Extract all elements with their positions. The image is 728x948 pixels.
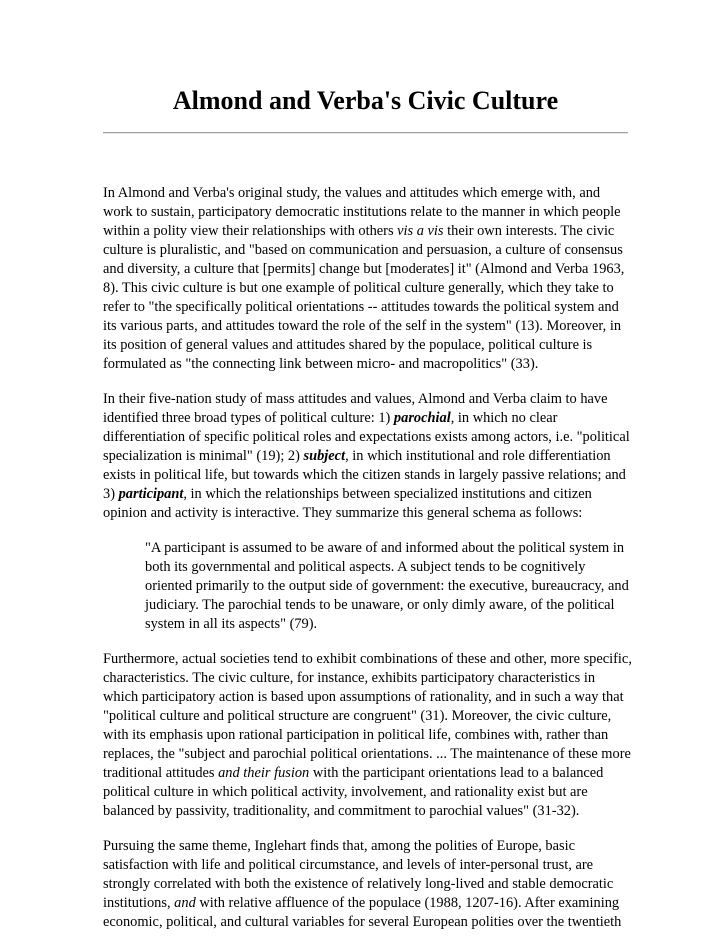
text-line: economic, political, and cultural variables for several European polities over the twentieth bbox=[103, 914, 622, 930]
text-line: its various parts, and attitudes toward the role of the self in the system" (13). Moreover, in bbox=[103, 318, 622, 334]
text-line: satisfaction with life and political circumstance, and levels of inter-personal trust, are bbox=[103, 857, 594, 873]
text-line: and diversity, a culture that [permits] change but [moderates] it" (Almond and Verba 1963, bbox=[103, 261, 625, 277]
quote-line: both its governmental and political aspects. A subject tends to be cognitively bbox=[145, 559, 586, 575]
paragraph-4 bbox=[103, 837, 633, 932]
text-line: institutions, and with relative affluence of the populace (1988, 1207-16). After examining bbox=[103, 895, 620, 911]
title-divider bbox=[103, 132, 628, 134]
italic-phrase: vis a vis bbox=[397, 223, 444, 239]
text-line: strongly correlated with both the existence of relatively long-lived and stable democratic bbox=[103, 876, 614, 892]
italic-phrase: and their fusion bbox=[218, 765, 310, 781]
quote-line: "A participant is assumed to be aware of and informed about the political system in bbox=[145, 540, 625, 556]
text-line: characteristics. The civic culture, for instance, exhibits participatory characteristics in bbox=[103, 670, 596, 686]
text-line: formulated as "the connecting link between micro- and macropolitics" (33). bbox=[103, 356, 539, 372]
text-line: traditional attitudes and their fusion with the participant orientations lead to a balanced bbox=[103, 765, 604, 781]
text-line: which participatory action is based upon assumptions of rationality, and in such a way that bbox=[103, 689, 624, 705]
paragraph-1 bbox=[103, 184, 633, 374]
document-title: Almond and Verba's Civic Culture bbox=[172, 86, 559, 115]
text-line: In their five-nation study of mass attitudes and values, Almond and Verba claim to have bbox=[103, 391, 608, 407]
term-participant: participant bbox=[118, 486, 184, 502]
text-line: specialization is minimal" (19); 2) subject, in which institutional and role differentiation bbox=[103, 448, 611, 464]
text-line: refer to "the specifically political orientations -- attitudes towards the political system and bbox=[103, 299, 619, 315]
italic-phrase: and bbox=[174, 895, 196, 911]
text-line: 3) participant, in which the relationships between specialized institutions and citizen bbox=[103, 486, 592, 502]
text-line: culture is pluralistic, and "based on communication and persuasion, a culture of consensus bbox=[103, 242, 623, 258]
block-quote bbox=[145, 539, 633, 634]
text-line: within a polity view their relationships with others vis a vis their own interests. The civic bbox=[103, 223, 615, 239]
paragraph-2 bbox=[103, 390, 633, 523]
term-subject: subject bbox=[303, 448, 346, 464]
text-line: exists in political life, but towards which the citizen stands in largely passive relations; and bbox=[103, 467, 626, 483]
text-line: its position of general values and attitudes shared by the populace, political culture is bbox=[103, 337, 593, 353]
document-body bbox=[103, 184, 633, 948]
quote-line: system in all its aspects" (79). bbox=[145, 616, 318, 632]
text-line: balanced by passivity, traditionality, and commitment to parochial values" (31-32). bbox=[103, 803, 580, 819]
quote-line: judiciary. The parochial tends to be unaware, or only dimly aware, of the political bbox=[145, 597, 615, 613]
text-line: differentiation of specific political roles and expectations exists among actors, i.e. "political bbox=[103, 429, 630, 445]
text-line: In Almond and Verba's original study, the values and attitudes which emerge with, and bbox=[103, 185, 601, 201]
term-parochial: parochial bbox=[393, 410, 451, 426]
text-line: Pursuing the same theme, Inglehart finds that, among the polities of Europe, basic bbox=[103, 838, 575, 854]
text-line: "political culture and political structure are congruent" (31). Moreover, the civic culture, bbox=[103, 708, 612, 724]
text-line: political culture in which political activity, involvement, and rationality exist but are bbox=[103, 784, 588, 800]
text-line: identified three broad types of political culture: 1) parochial, in which no clear bbox=[103, 410, 558, 426]
quote-line: oriented primarily to the output side of government: the executive, bureaucracy, and bbox=[145, 578, 629, 594]
text-line: 8). This civic culture is but one example of political culture generally, which they take to bbox=[103, 280, 614, 296]
text-line: Furthermore, actual societies tend to exhibit combinations of these and other, more specific, bbox=[103, 651, 632, 667]
text-line: with its emphasis upon rational participation in political life, combines with, rather than bbox=[103, 727, 609, 743]
text-line: opinion and activity is interactive. They summarize this general schema as follows: bbox=[103, 505, 583, 521]
text-line: work to sustain, participatory democratic institutions relate to the manner in which people bbox=[103, 204, 621, 220]
text-line: replaces, the "subject and parochial political orientations. ... The maintenance of these more bbox=[103, 746, 631, 762]
paragraph-3 bbox=[103, 650, 633, 821]
